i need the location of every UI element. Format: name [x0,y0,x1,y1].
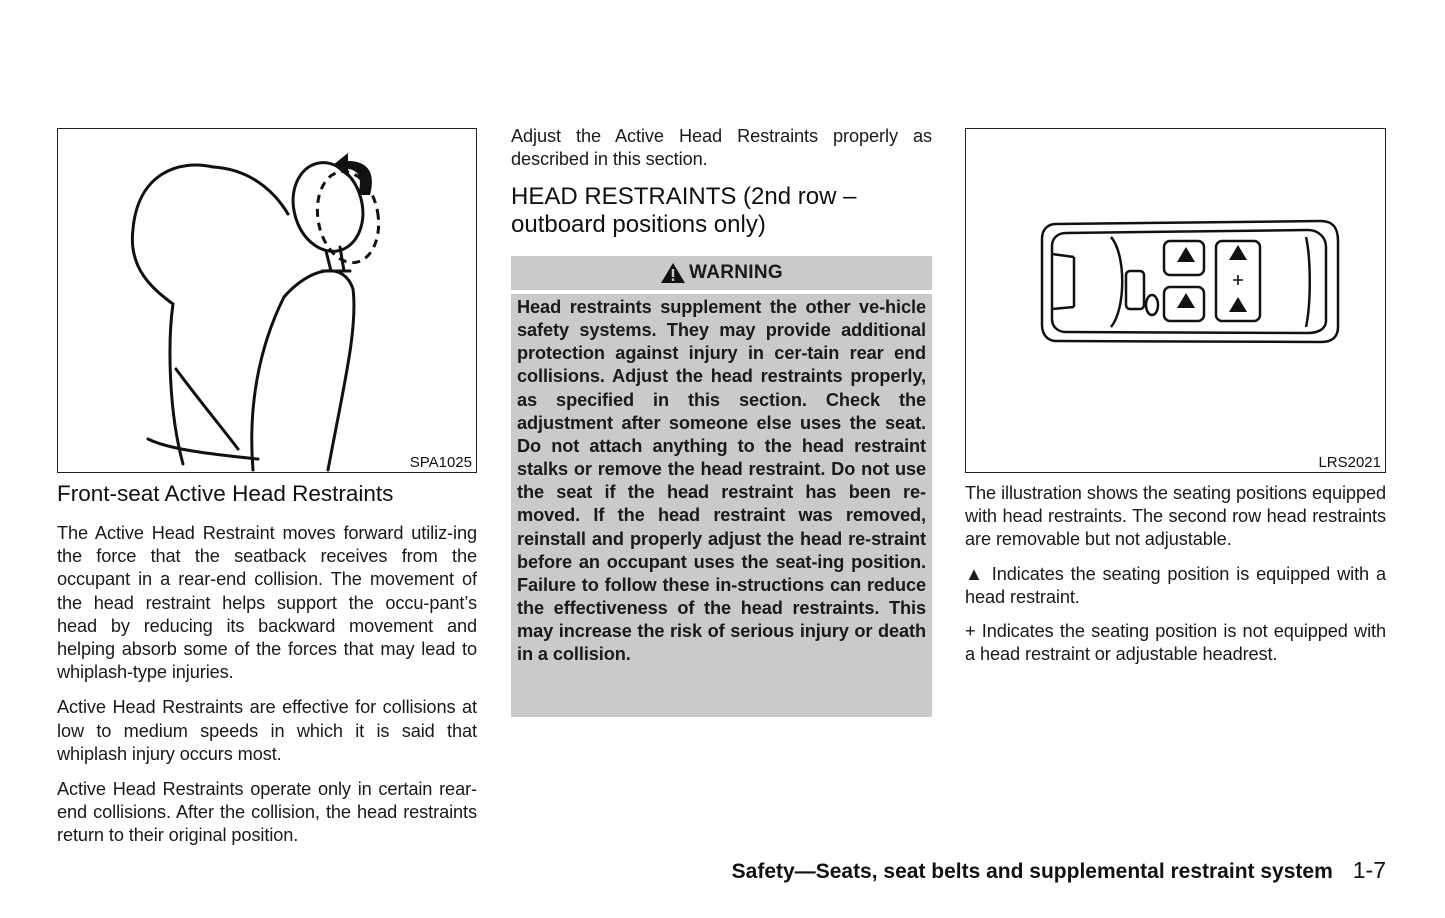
page-number: 1-7 [1352,857,1386,883]
warning-label: WARNING [689,262,783,283]
paragraph: Active Head Restraints are effective for collisions at low to medium speeds in which it is said that whiplash injury occurs most. [57,697,477,764]
figure-code: LRS2021 [1318,454,1381,471]
middle-column [511,125,932,239]
warning-triangle-icon [660,262,686,284]
warning-text: Head restraints supplement the other ve-hicle safety systems. They may provide additional protection against injury in cer-tain rear end collisions. Adjust the head restraints properly, as specified in this section. Check the adjustment after someone else uses the seat. Do not attach anything to the head restraint stalks or remove the head restraint. Do not use the seat if the head restraint has been re-moved. If the head restraint was removed, reinstall and properly adjust the head re-straint before an occupant uses the seat-ing position. Failure to follow these in-structions can reduce the effectiveness of the head restraints. This may increase the risk of serious injury or death in a collision. [517,297,926,665]
footer-section-title: Safety—Seats, seat belts and supplemental restraint system [731,860,1333,883]
intro-paragraph: Adjust the Active Head Restraints properly as described in this section. [511,126,932,170]
page-footer [732,857,1386,884]
vehicle-seating-diagram-icon [966,129,1385,472]
head-restraint-illustration-icon [58,129,476,472]
figure-head-restraint [57,128,477,473]
legend-triangle: ▲ Indicates the seating position is equipped with a head restraint. [965,563,1386,607]
figure-code: SPA1025 [409,454,472,471]
paragraph: The illustration shows the seating positions equipped with head restraints. The second row head restraints are removable but not adjustable. [965,483,1386,550]
legend-plus: + Indicates the seating position is not equipped with a head restraint or adjustable headrest. [965,621,1386,665]
warning-box [511,294,932,717]
section-heading: HEAD RESTRAINTS (2nd row – outboard positions only) [511,183,857,239]
paragraph: The Active Head Restraint moves forward utiliz-ing the force that the seatback receives from the occupant in a rear-end collision. The movement of the head restraint helps support the occu-pant’s head by reducing its backward movement and helping absorb some of the forces that may lead to whiplash-type injuries. [57,523,477,683]
figure-seating-diagram [965,128,1386,473]
left-column [57,481,477,848]
right-column [965,482,1386,666]
subheading: Front-seat Active Head Restraints [57,481,394,506]
paragraph: Active Head Restraints operate only in certain rear-end collisions. After the collision, the head restraints return to their original position. [57,779,477,846]
warning-header [511,256,932,290]
